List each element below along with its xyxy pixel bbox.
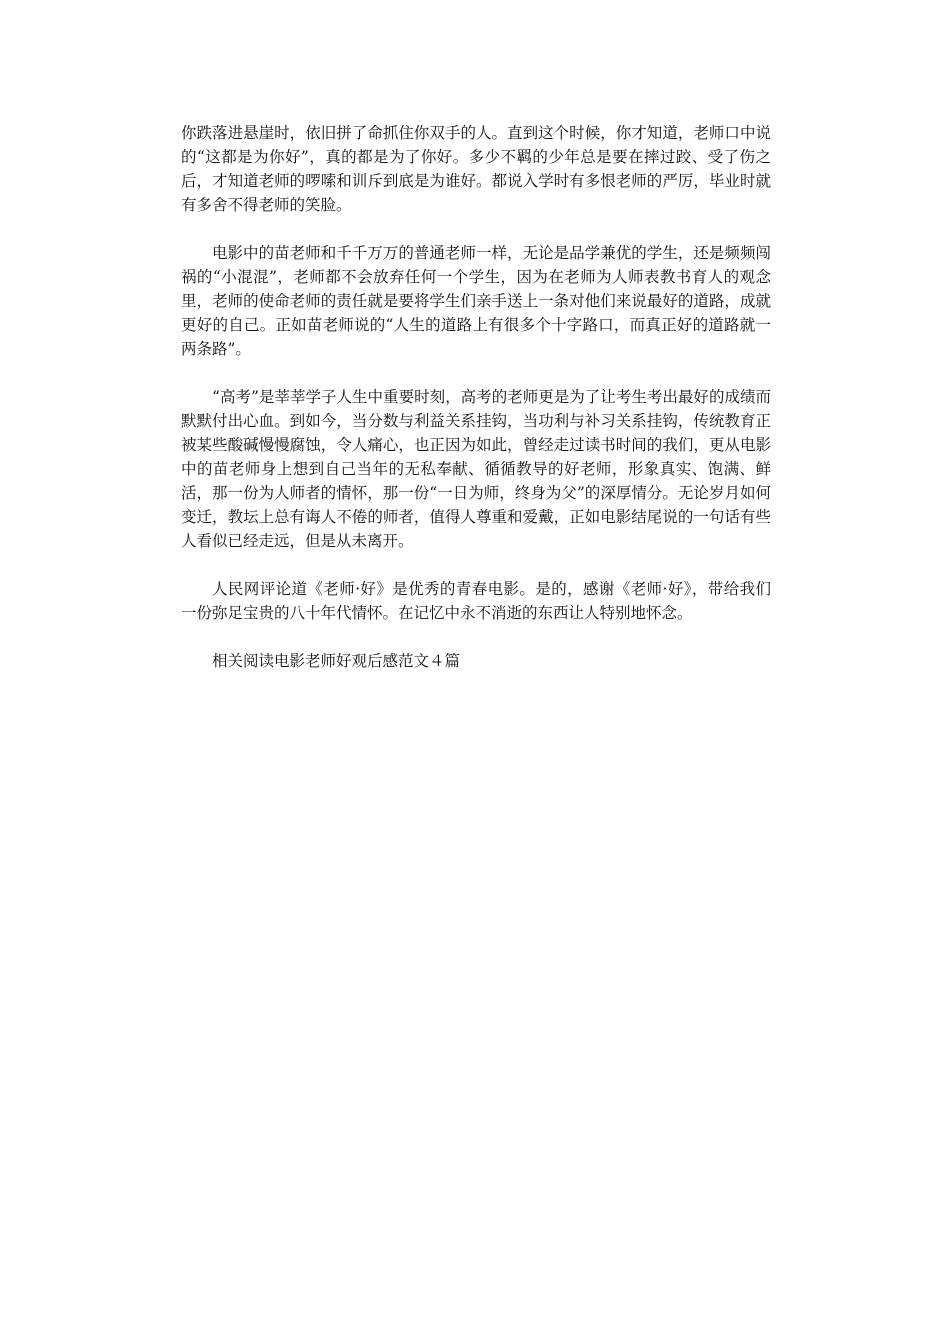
paragraph-2: 电影中的苗老师和千千万万的普通老师一样，无论是品学兼优的学生，还是频频闯祸的“小混混”，老师都不会放弃任何一个学生，因为在老师为人师表教书育人的观念里，老师的使命老师的责任就是要将学生们亲手送上一条对他们来说最好的道路，成就更好的自己。正如苗老师说的“人生的道路上有很多个十字路口，而真正好的道路就一两条路”。 [181,244,771,358]
paragraph-3: “高考”是莘莘学子人生中重要时刻，高考的老师更是为了让考生考出最好的成绩而默默付出心血。到如今，当分数与利益关系挂钩，当功利与补习关系挂钩，传统教育正被某些酸碱慢慢腐蚀，令人痛心，也正因为如此，曾经走过读书时间的我们，更从电影中的苗老师身上想到自己当年的无私奉献、循循教导的好老师，形象真实、饱满、鲜活，那一份为人师者的情怀，那一份“一日为师，终身为父”的深厚情分。无论岁月如何变迁，教坛上总有诲人不倦的师者，值得人尊重和爱戴，正如电影结尾说的一句话有些人看似已经走远，但是从未离开。 [181,388,771,550]
paragraph-1: 你跌落进悬崖时，依旧拼了命抓住你双手的人。直到这个时候，你才知道，老师口中说的“这都是为你好”，真的都是为了你好。多少不羁的少年总是要在摔过跤、受了伤之后，才知道老师的啰嗦和训斥到底是为谁好。都说入学时有多恨老师的严厉，毕业时就有多舍不得老师的笑脸。 [181,124,771,214]
related-reading-line: 相关阅读电影老师好观后感范文４篇 [212,652,461,670]
paragraph-4: 人民网评论道《老师·好》是优秀的青春电影。是的，感谢《老师·好》，带给我们一份弥足宝贵的八十年代情怀。在记忆中永不消逝的东西让人特别地怀念。 [181,580,771,622]
document-body [181,121,771,697]
